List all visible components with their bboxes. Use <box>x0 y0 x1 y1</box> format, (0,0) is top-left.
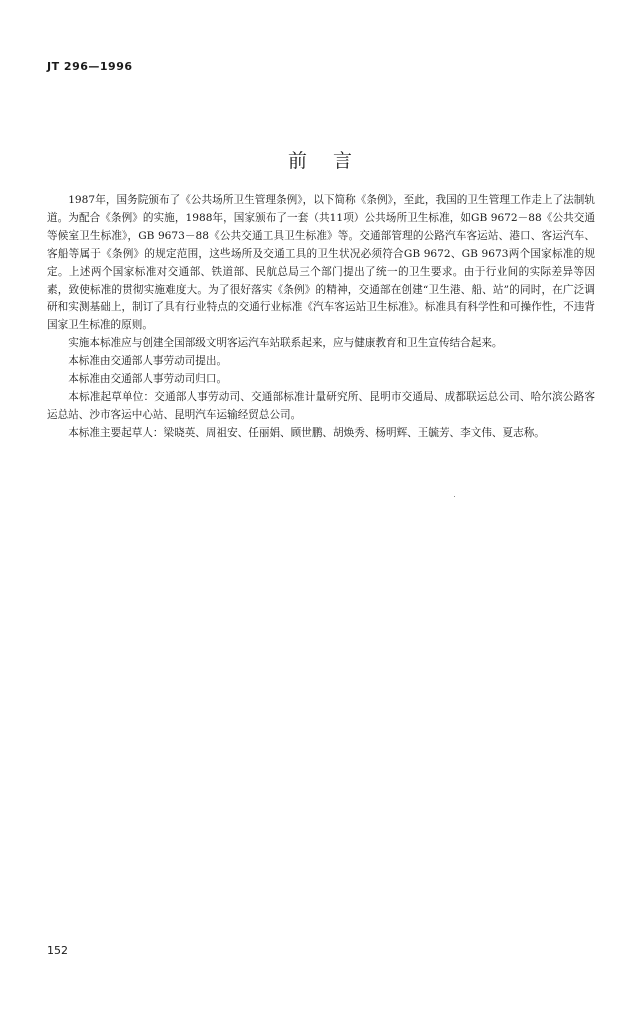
standard-code: JT 296—1996 <box>47 60 133 73</box>
foreword-body <box>47 192 595 443</box>
paragraph-background: 1987年，国务院颁布了《公共场所卫生管理条例》，以下简称《条例》，至此，我国的卫生管理工作走上了法制轨道。为配合《条例》的实施，1988年，国家颁布了一套（共11项）公共场所卫生标准，如GB 9672－88《公共交通等候室卫生标准》，GB 9673－88《公共交通工具卫生标准》等。交通部管理的公路汽车客运站、港口、客运汽车、客船等属于《条例》的规定范围，这些场所及交通工具的卫生状况必须符合GB 9672、GB 9673两个国家标准的规定。上述两个国家标准对交通部、铁道部、民航总局三个部门提出了统一的卫生要求。由于行业间的实际差异等因素，致使标准的贯彻实施难度大。为了很好落实《条例》的精神，交通部在创建“卫生港、船、站”的同时，在广泛调研和实测基础上，制订了具有行业特点的交通行业标准《汽车客运站卫生标准》。标准具有科学性和可操作性，不违背国家卫生标准的原则。 <box>47 194 595 332</box>
paragraph-drafters: 本标准主要起草人：梁晓英、周祖安、任丽娟、顾世鹏、胡焕秀、杨明辉、王毓芳、李文伟、夏志称。 <box>68 426 545 439</box>
page-number: 152 <box>47 944 68 957</box>
scan-speck <box>454 496 455 497</box>
paragraph-administrator: 本标准由交通部人事劳动司归口。 <box>68 373 228 386</box>
page-title: 前言 <box>287 150 378 172</box>
paragraph-proposer: 本标准由交通部人事劳动司提出。 <box>68 355 228 368</box>
paragraph-implementation: 实施本标准应与创建全国部级文明客运汽车站联系起来，应与健康教育和卫生宣传结合起来。 <box>68 337 503 350</box>
paragraph-drafting-units: 本标准起草单位：交通部人事劳动司、交通部标准计量研究所、昆明市交通局、成都联运总公司、哈尔滨公路客运总站、沙市客运中心站、昆明汽车运输经贸总公司。 <box>47 390 595 421</box>
